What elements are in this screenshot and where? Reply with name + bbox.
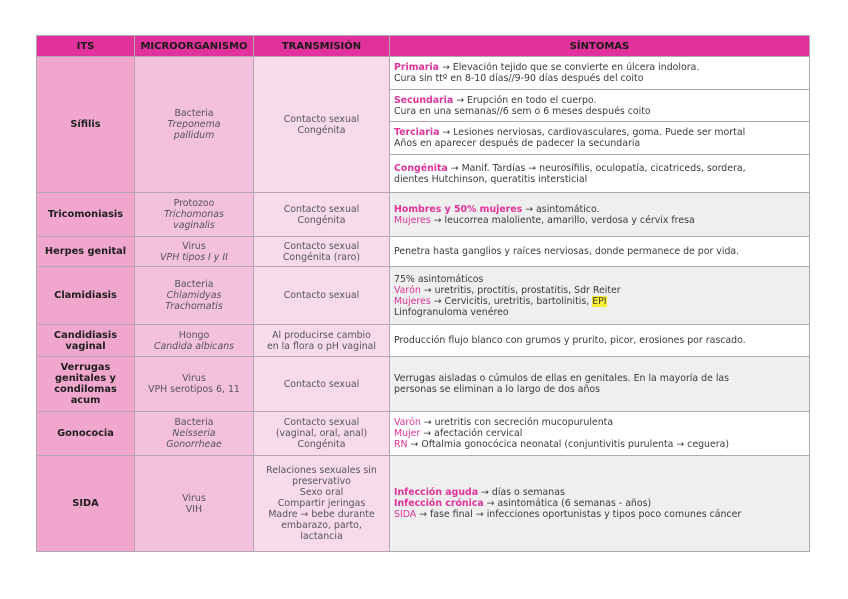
header-microorganismo: MICROORGANISMO (135, 36, 254, 57)
trans-line: lactancia (300, 531, 343, 542)
micro-name: pallidum (173, 130, 215, 141)
micro-type: Virus (182, 492, 206, 504)
sint-text: 75% asintomáticos (394, 273, 484, 285)
highlight-epi: EPI (592, 295, 607, 307)
trans-line: Contacto sexual (283, 417, 360, 428)
its-sifilis: Sífilis (37, 57, 135, 193)
sint-text: → Erupción en todo el cuerpo. (453, 94, 597, 106)
micro-verrugas (135, 357, 254, 412)
micro-name: Gonorrheae (166, 439, 222, 450)
micro-clamidiasis (135, 267, 254, 325)
sint-key: Mujeres (394, 295, 431, 307)
sint-tricomoniasis (390, 193, 810, 237)
trans-tricomoniasis (254, 193, 390, 237)
sint-herpes: Penetra hasta ganglios y raíces nerviosas, donde permanece de por vida. (390, 237, 810, 267)
trans-clamidiasis (254, 267, 390, 325)
sint-key: Infección aguda (394, 487, 479, 498)
sint-key: Congénita (394, 162, 448, 174)
sint-text: → Cervicitis, uretritis, bartolinitis, (430, 295, 593, 307)
its-verrugas (37, 357, 135, 412)
row-clamidiasis (37, 267, 810, 325)
micro-name: Candida albicans (153, 340, 235, 352)
sint-sifilis-terciaria (390, 122, 810, 155)
sint-gonococia (390, 412, 810, 456)
trans-line: preservativo (292, 476, 351, 487)
micro-name: Chlamidyas (166, 290, 222, 301)
sint-key: Terciaria (394, 127, 440, 138)
micro-type: Hongo (178, 329, 210, 341)
micro-type: Virus (182, 240, 206, 252)
micro-name: VPH serotipos 6, 11 (148, 384, 240, 395)
trans-line: Contacto sexual (283, 378, 360, 390)
sint-key: SIDA (394, 509, 417, 520)
its-herpes: Herpes genital (37, 237, 135, 267)
trans-line: Congénita (297, 124, 346, 136)
trans-line: Compartir jeringas (277, 498, 366, 509)
trans-line: embarazo, parto, (281, 520, 362, 531)
sint-text: → leucorrea maloliente, amarillo, verdosa y cérvix fresa (430, 214, 695, 226)
trans-line: Al producirse cambio (272, 329, 371, 341)
sint-candidiasis: Producción flujo blanco con grumos y prurito, picor, erosiones por rascado. (390, 325, 810, 357)
sint-text: → Manif. Tardías → neurosífilis, oculopatía, cicatriceds, sordera, (447, 162, 746, 174)
sint-text: Cura en una semanas//6 sem o 6 meses después coito (394, 105, 651, 117)
micro-type: Protozoo (173, 198, 215, 209)
sint-text: → Lesiones nerviosas, cardiovasculares, goma. Puede ser mortal (439, 127, 746, 138)
micro-tricomoniasis (135, 193, 254, 237)
sint-sifilis-secundaria (390, 90, 810, 122)
trans-line: en la flora o pH vaginal (266, 340, 377, 352)
sint-text: → fase final → infecciones oportunistas y tipos poco comunes cáncer (416, 509, 742, 520)
micro-type: Bacteria (174, 417, 214, 428)
sint-key: Primaria (394, 62, 439, 73)
sint-sifilis-primaria (390, 57, 810, 90)
trans-sida (254, 456, 390, 552)
micro-name: VIH (185, 503, 203, 515)
micro-candidiasis (135, 325, 254, 357)
sint-text: Cura sin ttº en 8-10 días//9-90 días después del coito (394, 73, 644, 84)
sint-key: Varón (394, 417, 421, 428)
row-gonococia (37, 412, 810, 456)
sint-sifilis-congenita (390, 155, 810, 193)
its-name: acum (70, 395, 101, 406)
header-its: ITS (37, 36, 135, 57)
micro-name: Trichomonas (164, 209, 224, 220)
trans-verrugas (254, 357, 390, 412)
sint-key: Mujeres (394, 214, 431, 226)
micro-name: Treponema (167, 119, 221, 130)
row-candidiasis (37, 325, 810, 357)
its-name: Candidiasis (53, 329, 118, 341)
header-sintomas: SÍNTOMAS (390, 36, 810, 57)
sint-key: Hombres y 50% mujeres (394, 203, 523, 215)
sint-text: dientes Hutchinson, queratitis intersticial (394, 173, 588, 185)
sint-text: Años en aparecer después de padecer la secundaria (394, 138, 641, 149)
sint-text: → Oftalmia gonocócica neonatal (conjuntivitis purulenta → ceguera) (407, 439, 730, 450)
sint-sida (390, 456, 810, 552)
trans-line: Contacto sexual (283, 240, 360, 252)
its-sida: SIDA (37, 456, 135, 552)
row-sida (37, 456, 810, 552)
micro-herpes (135, 237, 254, 267)
its-clamidiasis: Clamidiasis (37, 267, 135, 325)
sint-clamidiasis (390, 267, 810, 325)
its-name: condilomas (54, 384, 117, 395)
sint-text: → asintomático. (522, 203, 600, 215)
trans-line: Madre → bebe durante (268, 509, 375, 520)
sint-text: → Elevación tejido que se convierte en úlcera indolora. (438, 62, 700, 73)
sint-text: → uretritis con secreción mucopurulenta (420, 417, 614, 428)
sint-key: Varón (394, 284, 421, 296)
trans-line: Congénita (297, 214, 346, 226)
trans-line: Relaciones sexuales sin (266, 465, 377, 476)
sint-text: personas se eliminan a lo largo de dos años (394, 384, 601, 395)
micro-type: Bacteria (174, 108, 214, 119)
trans-herpes (254, 237, 390, 267)
trans-line: (vaginal, oral, anal) (275, 428, 368, 439)
row-verrugas (37, 357, 810, 412)
trans-gonococia (254, 412, 390, 456)
trans-line: Sexo oral (299, 487, 344, 498)
sint-text: → asintomática (6 semanas - años) (483, 498, 652, 509)
its-candidiasis (37, 325, 135, 357)
micro-sifilis (135, 57, 254, 193)
trans-line: Contacto sexual (283, 290, 360, 301)
trans-line: Contacto sexual (283, 113, 360, 125)
micro-type: Bacteria (174, 279, 214, 290)
trans-line: Contacto sexual (283, 203, 360, 215)
header-transmision: TRANSMISIÓN (254, 36, 390, 57)
trans-line: Congénita (297, 439, 346, 450)
its-name: Verrugas (60, 362, 111, 373)
micro-name: Trachomatis (165, 301, 223, 312)
sint-text: → afectación cervical (420, 428, 523, 439)
row-tricomoniasis (37, 193, 810, 237)
header-row (37, 36, 810, 57)
sint-text: Verrugas aisladas o cúmulos de ellas en genitales. En la mayoría de las (394, 373, 730, 384)
sint-text: Linfogranuloma venéreo (394, 306, 509, 318)
micro-gonococia (135, 412, 254, 456)
trans-candidiasis (254, 325, 390, 357)
trans-line: Congénita (raro) (282, 251, 361, 263)
sint-key: Mujer (394, 428, 421, 439)
sint-key: Infección crónica (394, 498, 484, 509)
sint-text: → días o semanas (478, 487, 565, 498)
micro-name: Neisseria (172, 428, 216, 439)
its-name: genitales y (55, 373, 116, 384)
row-herpes (37, 237, 810, 267)
trans-sifilis (254, 57, 390, 193)
sint-key: Secundaria (394, 94, 454, 106)
its-name: vaginal (65, 340, 106, 352)
sint-text: → uretritis, proctitis, prostatitis, Sdr Reiter (420, 284, 621, 296)
its-gonococia: Gonococia (37, 412, 135, 456)
row-sifilis (37, 57, 810, 90)
its-table (36, 35, 810, 552)
its-tricomoniasis: Tricomoniasis (37, 193, 135, 237)
micro-name: vaginalis (173, 220, 215, 231)
sint-verrugas (390, 357, 810, 412)
micro-sida (135, 456, 254, 552)
micro-type: Virus (182, 373, 206, 384)
sint-key: RN (394, 439, 408, 450)
micro-name: VPH tipos I y II (160, 251, 228, 263)
